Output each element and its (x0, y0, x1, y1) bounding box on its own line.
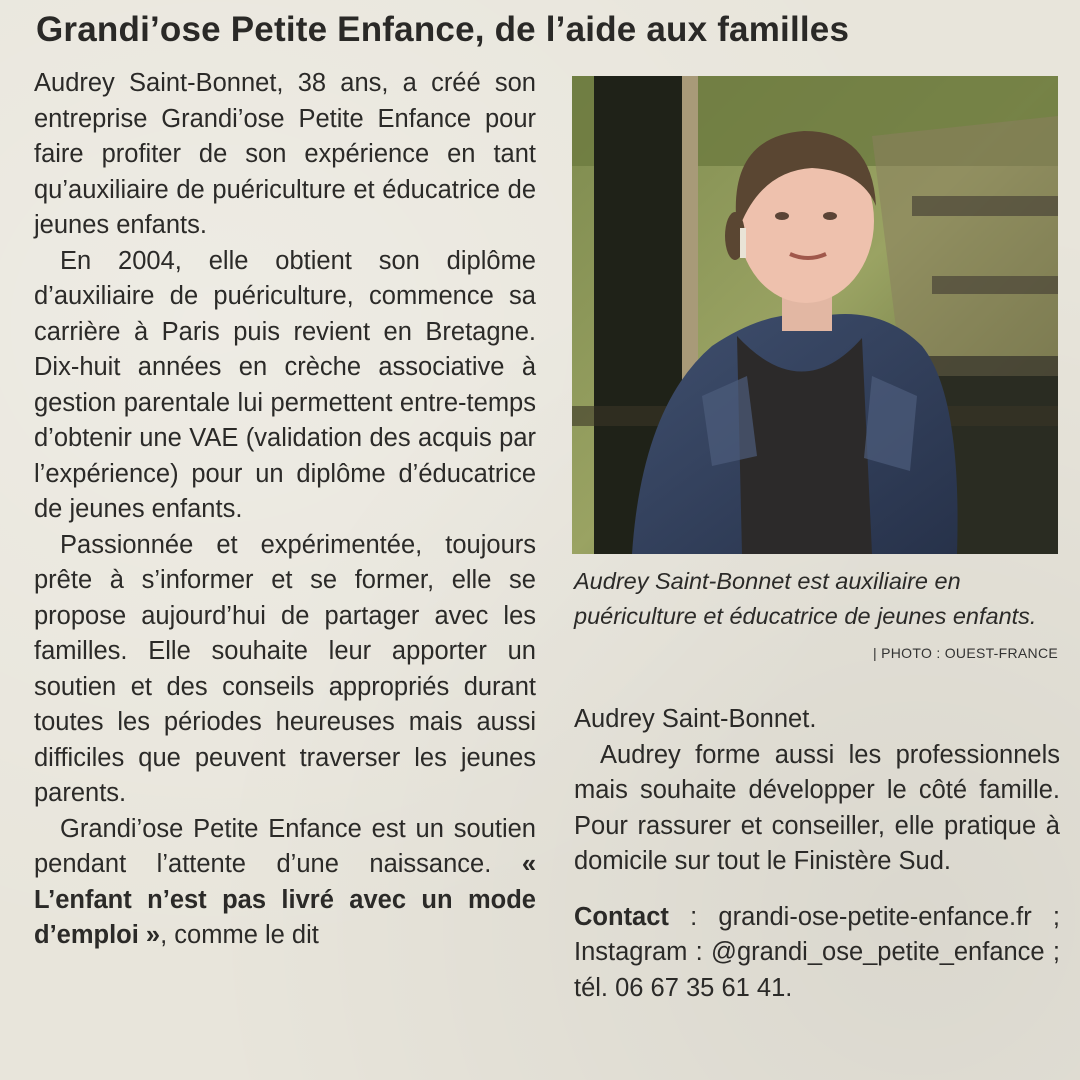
spacer (574, 880, 1060, 900)
article-headline: Grandi’ose Petite Enfance, de l’aide aux familles (36, 10, 850, 49)
paragraph-4-continued: Audrey Saint-Bonnet. (574, 705, 817, 733)
paragraph-3: Passionnée et expérimentée, toujours prête à s’informer et se former, elle se propose aujourd’hui de partager avec les familles. Elle souhaite leur apporter un soutien et des conseils appropriés durant toutes les périodes heureuses mais aussi difficiles que peuvent traverser les jeunes parents. (34, 530, 536, 807)
pull-quote: « L’enfant n’est pas livré avec un mode d’emploi » (34, 850, 536, 949)
photo-caption: Audrey Saint-Bonnet est auxiliaire en puériculture et éducatrice de jeunes enfants. (574, 568, 1037, 629)
photo-credit: | PHOTO : OUEST-FRANCE (873, 645, 1058, 661)
paragraph-4 (34, 812, 536, 954)
paragraph-1: Audrey Saint-Bonnet, 38 ans, a créé son entreprise Grandi’ose Petite Enfance pour faire profiter de son expérience en tant qu’auxiliaire de puériculture et éducatrice de jeunes enfants. (34, 69, 536, 239)
contact-info (574, 900, 1060, 1007)
paragraph-4-start: Grandi’ose Petite Enfance est un soutien pendant l’attente d’une naissance. (34, 814, 536, 878)
contact-label: Contact (574, 902, 669, 931)
article-photo (572, 76, 1058, 554)
article-right-column (574, 702, 1060, 1006)
article-left-column (34, 66, 536, 954)
paragraph-5: Audrey forme aussi les professionnels mais souhaite développer le côté famille. Pour rassurer et conseiller, elle pratique à domicile sur tout le Finistère Sud. (574, 740, 1060, 875)
contact-details: : grandi-ose-petite-enfance.fr ; Instagram : @grandi_ose_petite_enfance ; tél. 06 67 35 61 41. (574, 902, 1060, 1002)
paragraph-4-end: , comme le dit (160, 921, 319, 949)
paragraph-2: En 2004, elle obtient son diplôme d’auxiliaire de puériculture, commence sa carrière à Paris puis revient en Bretagne. Dix-huit années en crèche associative à gestion parentale lui permettent entre-temps d’obtenir une VAE (validation des acquis par l’expérience) pour un diplôme d’éducatrice de jeunes enfants. (34, 246, 536, 523)
